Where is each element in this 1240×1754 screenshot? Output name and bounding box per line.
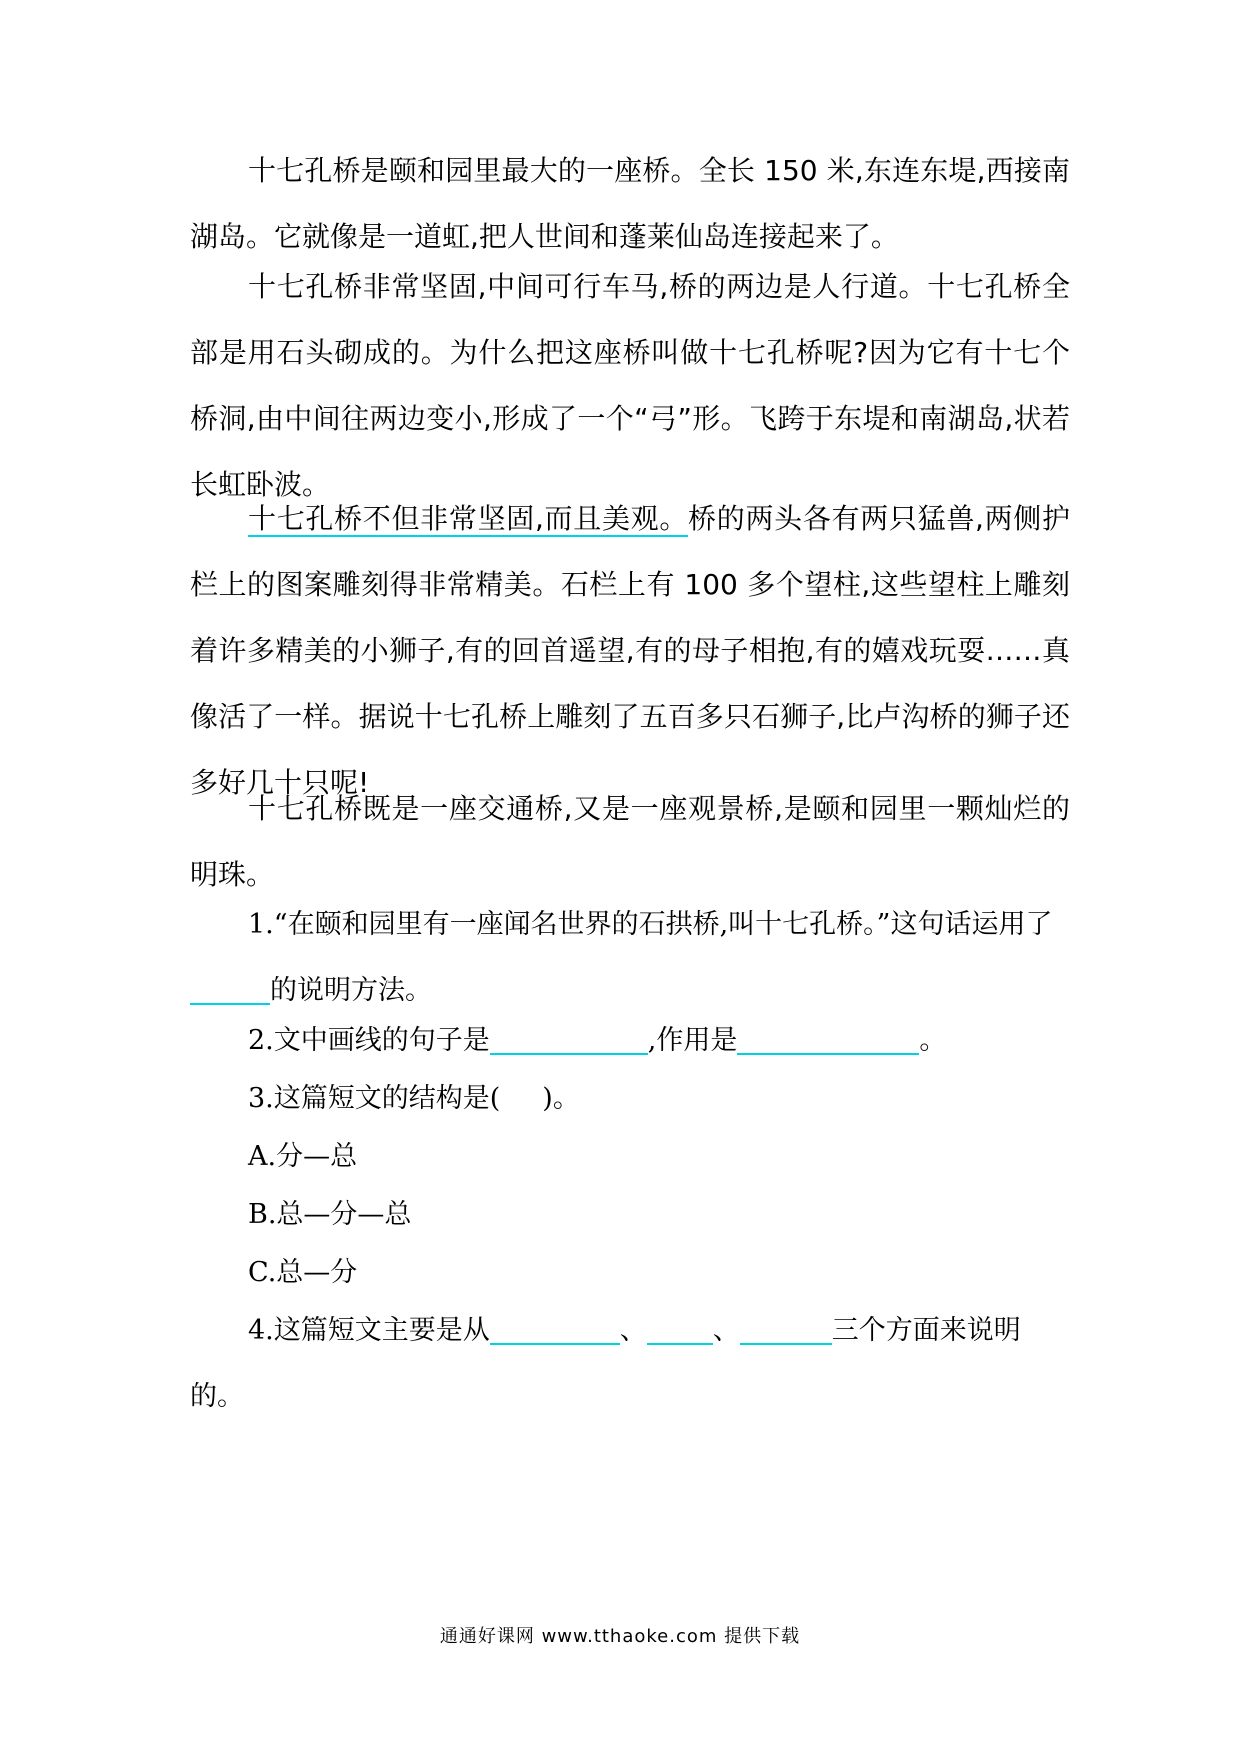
question-2-middle: ,作用是	[647, 1025, 738, 1056]
question-2	[190, 1008, 1070, 1074]
question-1-blank[interactable]	[190, 973, 270, 1005]
question-4-separator-2: 、	[712, 1315, 740, 1346]
question-2-tail: 。	[919, 1025, 947, 1056]
question-3-close: )。	[542, 1083, 580, 1114]
question-2-stem: 2.文中画线的句子是	[248, 1025, 490, 1056]
question-1	[190, 892, 1070, 1024]
question-1-stem: 1.“在颐和园里有一座闻名世界的石拱桥,叫十七孔桥。”这句话运用了	[248, 909, 1053, 940]
paragraph-3-rest: 桥的两头各有两只猛兽,两侧护栏上的图案雕刻得非常精美。石栏上有 100 多个望柱,这些望柱上雕刻着许多精美的小狮子,有的回首遥望,有的母子相抱,有的嬉戏玩耍……真像活了一样。据说十七孔桥上雕刻了五百多只石狮子,比卢沟桥的狮子还多好几十只呢!	[190, 502, 1070, 799]
underlined-sentence: 十七孔桥不但非常坚固,而且美观。	[248, 502, 689, 535]
question-3	[190, 1066, 1070, 1132]
question-4-blank-3[interactable]	[740, 1313, 832, 1345]
footer-credit: 通通好课网 www.tthaoke.com 提供下载	[439, 1626, 801, 1647]
passage-paragraph-4: 十七孔桥既是一座交通桥,又是一座观景桥,是颐和园里一颗灿烂的明珠。	[190, 792, 1070, 891]
question-4	[190, 1298, 1070, 1430]
question-4-separator-1: 、	[619, 1315, 647, 1346]
question-3-option-a: A.分—总	[248, 1141, 358, 1172]
passage-paragraph-2: 十七孔桥非常坚固,中间可行车马,桥的两边是人行道。十七孔桥全部是用石头砌成的。为什么把这座桥叫做十七孔桥呢?因为它有十七个桥洞,由中间往两边变小,形成了一个“弓”形。飞跨于东堤和南湖岛,状若长虹卧波。	[190, 270, 1070, 501]
question-4-stem: 4.这篇短文主要是从	[248, 1315, 490, 1346]
question-2-blank-sentence[interactable]	[490, 1023, 648, 1055]
passage-paragraph-3	[190, 486, 1070, 816]
question-4-blank-2[interactable]	[647, 1313, 713, 1345]
question-3-option-b: B.总—分—总	[248, 1199, 412, 1230]
passage-paragraph-1: 十七孔桥是颐和园里最大的一座桥。全长 150 米,东连东堤,西接南湖岛。它就像是一道虹,把人世间和蓬莱仙岛连接起来了。	[190, 154, 1070, 253]
question-3-stem: 3.这篇短文的结构是(	[248, 1083, 501, 1114]
question-3-option-c: C.总—分	[248, 1257, 358, 1288]
question-4-blank-1[interactable]	[490, 1313, 620, 1345]
question-2-blank-purpose[interactable]	[737, 1023, 919, 1055]
question-1-tail: 的说明方法。	[270, 975, 432, 1006]
question-4-tail: 三个方面来说明的。	[190, 1315, 1021, 1412]
